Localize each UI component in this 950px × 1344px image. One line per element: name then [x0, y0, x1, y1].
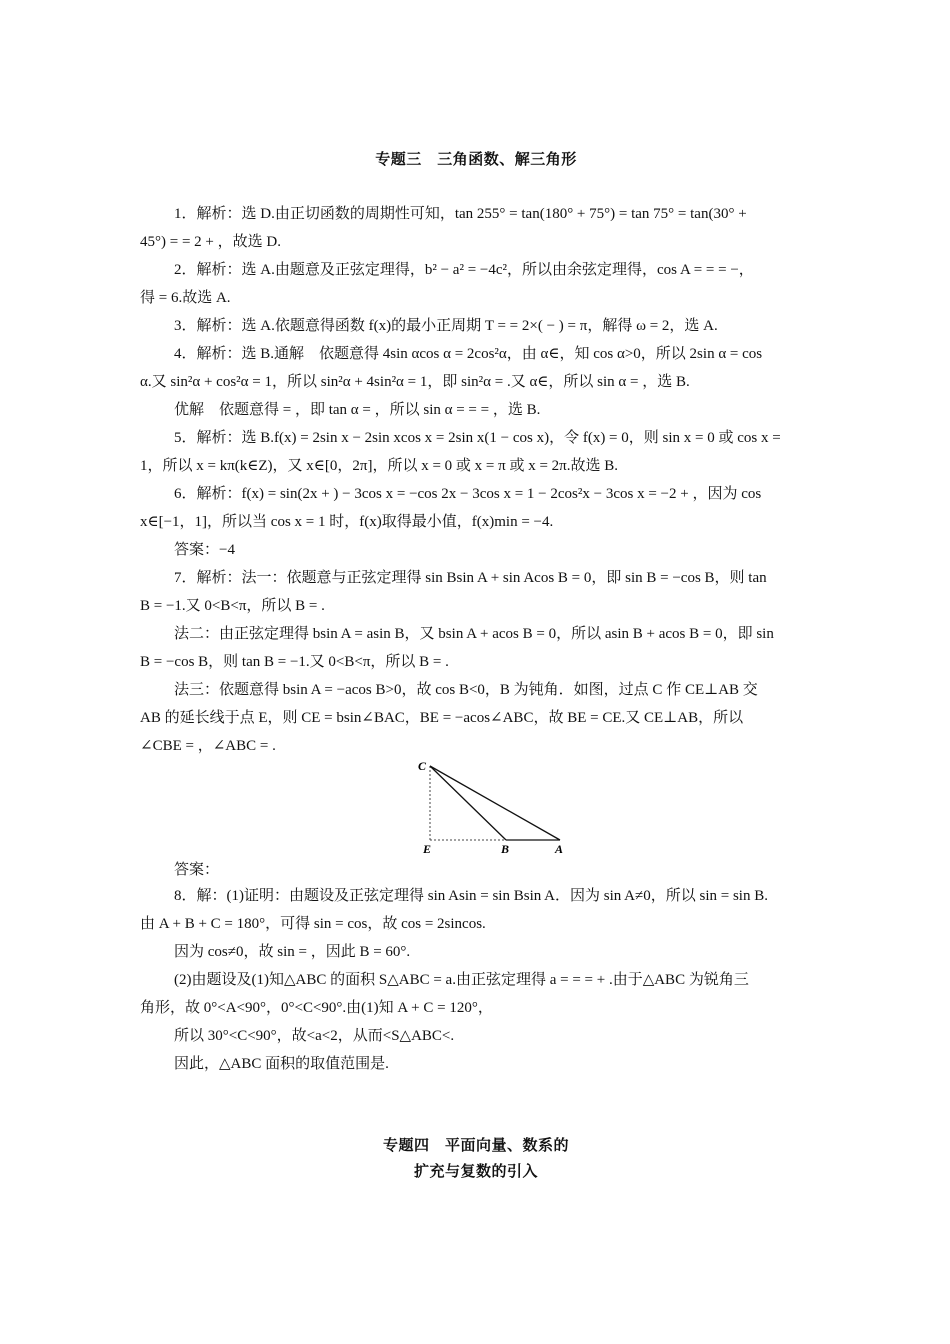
- text-line: 8．解：(1)证明：由题设及正弦定理得 sin Asin = sin Bsin A．因为 sin A≠0，所以 sin = sin B.: [174, 888, 768, 904]
- text-line: α.又 sin²α + cos²α = 1，所以 sin²α + 4sin²α = 1，即 sin²α = .又 α∈，所以 sin α = ，选 B.: [140, 374, 690, 390]
- text-line: 答案：: [174, 862, 220, 878]
- text-line: 1，所以 x = kπ(k∈Z)，又 x∈[0，2π]，所以 x = 0 或 x = π 或 x = 2π.故选 B.: [140, 458, 618, 474]
- text-line: 5．解析：选 B.f(x) = 2sin x − 2sin xcos x = 2sin x(1 − cos x)，令 f(x) = 0，则 sin x = 0 或 cos x =: [174, 430, 781, 446]
- text-line: 2．解析：选 A.由题意及正弦定理得，b² − a² = −4c²，所以由余弦定理得，cos A = = = −，: [174, 262, 754, 278]
- text-line: 因为 cos≠0，故 sin = ，因此 B = 60°.: [174, 944, 411, 960]
- triangle-diagram: [418, 756, 578, 856]
- text-line: 7．解析：法一：依题意与正弦定理得 sin Bsin A + sin Acos B = 0，即 sin B = −cos B，则 tan: [174, 570, 767, 586]
- section-title: 扩充与复数的引入: [413, 1162, 538, 1180]
- triangle-figure: [418, 756, 578, 856]
- text-line: 4．解析：选 B.通解 依题意得 4sin αcos α = 2cos²α，由 α∈，知 cos α>0，所以 2sin α = cos: [174, 346, 763, 362]
- text-line: 1．解析：选 D.由正切函数的周期性可知，tan 255° = tan(180° + 75°) = tan 75° = tan(30° +: [174, 206, 747, 222]
- text-line: 由 A + B + C = 180°，可得 sin = cos，故 cos = 2sincos.: [140, 916, 486, 932]
- text-line: 答案：−4: [174, 542, 235, 558]
- text-line: 角形，故 0°<A<90°，0°<C<90°.由(1)知 A + C = 120°，: [140, 1000, 493, 1016]
- text-line: 法三：依题意得 bsin A = −acos B>0，故 cos B<0，B 为钝角．如图，过点 C 作 CE⊥AB 交: [174, 682, 758, 698]
- text-line: 45°) = = 2 + ，故选 D.: [140, 234, 281, 250]
- text-line: B = −cos B，则 tan B = −1.又 0<B<π，所以 B = .: [140, 654, 449, 670]
- text-line: 优解 依题意得 = ，即 tan α = ，所以 sin α = = = ，选 B.: [174, 402, 541, 418]
- text-line: 3．解析：选 A.依题意得函数 f(x)的最小正周期 T = = 2×( − ) = π，解得 ω = 2，选 A.: [174, 318, 718, 334]
- text-line: 法二：由正弦定理得 bsin A = asin B，又 bsin A + acos B = 0，所以 asin B + acos B = 0，即 sin: [174, 626, 774, 642]
- text-line: x∈[−1，1]，所以当 cos x = 1 时，f(x)取得最小值，f(x)min = −4.: [140, 514, 554, 530]
- section-title: 专题四 平面向量、数系的: [382, 1136, 569, 1154]
- text-line: 得 = 6.故选 A.: [140, 290, 231, 306]
- text-line: 所以 30°<C<90°，故<a<2，从而<S△ABC<.: [174, 1028, 455, 1044]
- label-b: B: [501, 842, 510, 856]
- text-line: 6．解析：f(x) = sin(2x + ) − 3cos x = −cos 2x − 3cos x = 1 − 2cos²x − 3cos x = −2 + ，因为 cos: [174, 486, 762, 502]
- text-line: ∠CBE = ，∠ABC = .: [140, 738, 276, 754]
- section-title: 专题三 三角函数、解三角形: [375, 150, 577, 168]
- label-a: A: [555, 842, 564, 856]
- label-e: E: [423, 842, 432, 856]
- label-c: C: [418, 759, 427, 773]
- text-line: 因此，△ABC 面积的取值范围是.: [174, 1056, 389, 1072]
- text-line: AB 的延长线于点 E，则 CE = bsin∠BAC，BE = −acos∠ABC，故 BE = CE.又 CE⊥AB，所以: [140, 710, 744, 726]
- text-line: B = −1.又 0<B<π，所以 B = .: [140, 598, 325, 614]
- text-line: (2)由题设及(1)知△ABC 的面积 S△ABC = a.由正弦定理得 a = = = + .由于△ABC 为锐角三: [174, 972, 749, 988]
